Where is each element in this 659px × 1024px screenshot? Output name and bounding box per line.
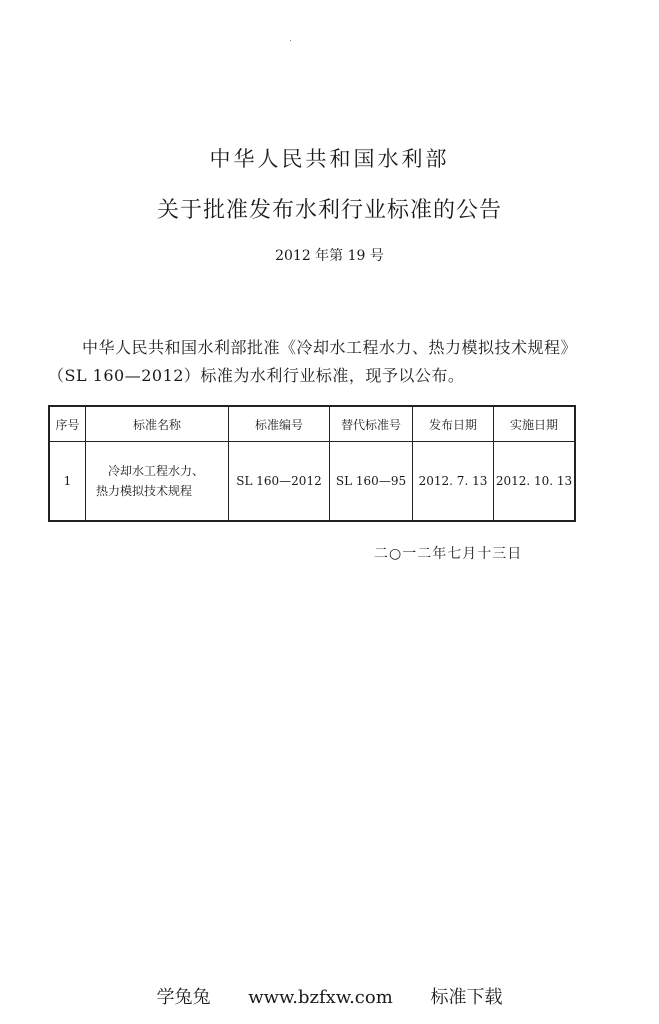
announcement-body: 中华人民共和国水利部批准《冷却水工程水力、热力模拟技术规程》（SL 160—2012）标准为水利行业标准，现予以公布。 <box>48 338 578 385</box>
cell-name <box>86 442 229 522</box>
cell-name-line1: 冷却水工程水力、 <box>108 464 205 478</box>
cell-seq: 1 <box>49 442 86 522</box>
announcement-number: 2012 年第 19 号 <box>275 248 384 264</box>
cell-code: SL 160—2012 <box>229 442 330 522</box>
col-header-replaced: 替代标准号 <box>330 406 413 442</box>
scan-speck <box>290 40 291 41</box>
footer-site-name: 学兔兔 <box>156 987 211 1008</box>
cell-replaced: SL 160—95 <box>330 442 413 522</box>
cell-published: 2012. 7. 13 <box>413 442 494 522</box>
col-header-name: 标准名称 <box>86 406 229 442</box>
table-row <box>49 442 575 522</box>
announcement-date: 二○一二年七月十三日 <box>374 546 523 562</box>
footer-watermark <box>0 983 659 1009</box>
table-header-row <box>49 406 575 442</box>
col-header-seq: 序号 <box>49 406 86 442</box>
standards-table <box>48 405 576 522</box>
cell-name-line2: 热力模拟技术规程 <box>96 484 193 498</box>
col-header-published: 发布日期 <box>413 406 494 442</box>
cell-implemented: 2012. 10. 13 <box>494 442 576 522</box>
footer-url[interactable]: www.bzfxw.com <box>248 987 393 1008</box>
col-header-code: 标准编号 <box>229 406 330 442</box>
col-header-implemented: 实施日期 <box>494 406 576 442</box>
footer-tagline: 标准下载 <box>430 987 503 1008</box>
issuing-organization: 中华人民共和国水利部 <box>209 147 450 171</box>
announcement-title: 关于批准发布水利行业标准的公告 <box>156 198 502 223</box>
